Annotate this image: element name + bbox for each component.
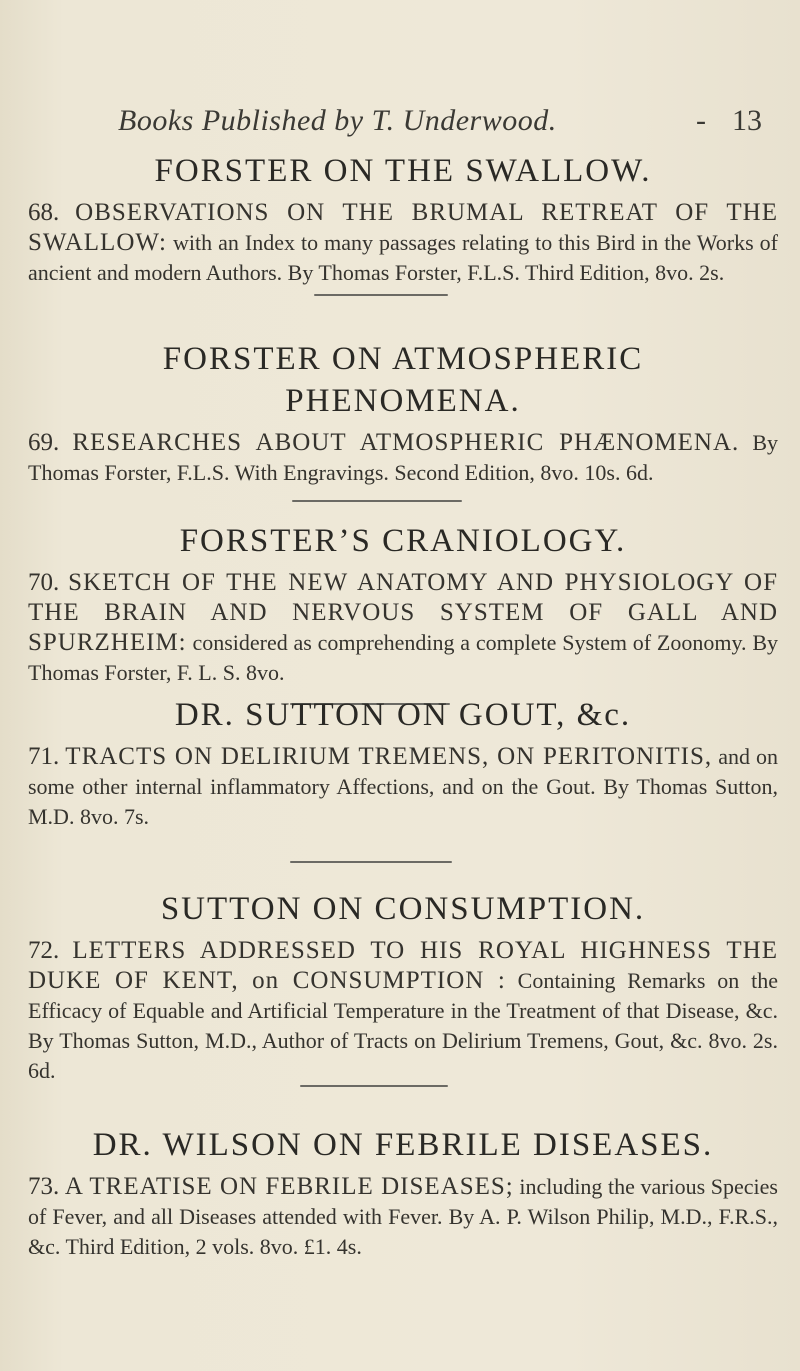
entry-heading: DR. WILSON ON FEBRILE DISEASES.	[92, 1127, 714, 1163]
catalog-entry	[28, 694, 778, 832]
entry-description	[28, 198, 778, 288]
entry-number: 70.	[28, 569, 60, 596]
section-divider	[290, 861, 452, 863]
entry-number: 69.	[28, 429, 60, 456]
entry-heading: FORSTER ON ATMOSPHERIC	[162, 341, 644, 377]
entry-text: Containing Remarks on the Efficacy of Equable and Artificial Temperature in the Treatment of that Disease, &c. By Thomas Sutton, M.D., Author of Tracts on Delirium Tremens, Gout, &c. 8vo. 2s. 6d.	[28, 968, 779, 1083]
entry-text: By Thomas Forster, F.L.S. With Engravings. Second Edition, 8vo. 10s. 6d.	[28, 430, 779, 485]
entry-description	[28, 428, 778, 488]
entry-number: 72.	[28, 937, 60, 964]
entry-number: 68.	[28, 199, 60, 226]
entry-heading: DR. SUTTON ON GOUT, &c.	[174, 697, 632, 733]
section-divider	[292, 500, 462, 502]
section-divider	[314, 294, 448, 296]
entry-description	[28, 742, 778, 832]
catalog-entry	[28, 520, 778, 688]
entry-title: OBSERVATIONS ON THE BRUMAL RETREAT OF THE SWALLOW:	[28, 199, 779, 256]
page-number: 13	[732, 104, 762, 137]
entry-heading-continued: PHENOMENA.	[285, 383, 521, 419]
entry-heading: SUTTON ON CONSUMPTION.	[160, 891, 646, 927]
entry-description	[28, 568, 778, 688]
entry-title: SKETCH OF THE NEW ANATOMY AND PHYSIOLOGY OF THE BRAIN AND NERVOUS SYSTEM OF GALL AND SPURZHEIM:	[28, 569, 779, 656]
entry-text: with an Index to many passages relating to this Bird in the Works of ancient and modern Authors. By Thomas Forster, F.L.S. Third Edition, 8vo. 2s.	[28, 230, 779, 285]
entry-text: and on some other internal inflammatory Affections, and on the Gout. By Thomas Sutton, M.D. 8vo. 7s.	[28, 744, 779, 829]
entry-title: LETTERS ADDRESSED TO HIS ROYAL HIGHNESS THE DUKE OF KENT, on CONSUMPTION :	[28, 937, 779, 994]
running-head	[118, 104, 768, 138]
catalog-entry	[28, 888, 778, 1086]
entry-title: RESEARCHES ABOUT ATMOSPHERIC PHÆNOMENA.	[72, 429, 740, 456]
entry-title: A TREATISE ON FEBRILE DISEASES;	[64, 1173, 514, 1200]
section-divider	[300, 1085, 448, 1087]
catalog-entry	[28, 338, 778, 488]
entry-heading: FORSTER’S CRANIOLOGY.	[179, 523, 627, 559]
running-head-title: Books Published by T. Underwood.	[118, 104, 557, 137]
entry-number: 71.	[28, 743, 60, 770]
entry-title: TRACTS ON DELIRIUM TREMENS, ON PERITONITIS,	[65, 743, 713, 770]
entry-description	[28, 1172, 778, 1262]
entry-description	[28, 936, 778, 1086]
entry-text: considered as comprehending a complete System of Zoonomy. By Thomas Forster, F. L. S. 8vo.	[28, 630, 778, 685]
entry-heading: FORSTER ON THE SWALLOW.	[154, 153, 652, 189]
catalog-entry	[28, 1124, 778, 1262]
catalog-entry	[28, 150, 778, 288]
entry-number: 73.	[28, 1173, 60, 1200]
running-head-dash: -	[696, 104, 706, 137]
entry-text: including the various Species of Fever, and all Diseases attended with Fever. By A. P. Wilson Philip, M.D., F.R.S., &c. Third Edition, 2 vols. 8vo. £1. 4s.	[28, 1174, 778, 1259]
